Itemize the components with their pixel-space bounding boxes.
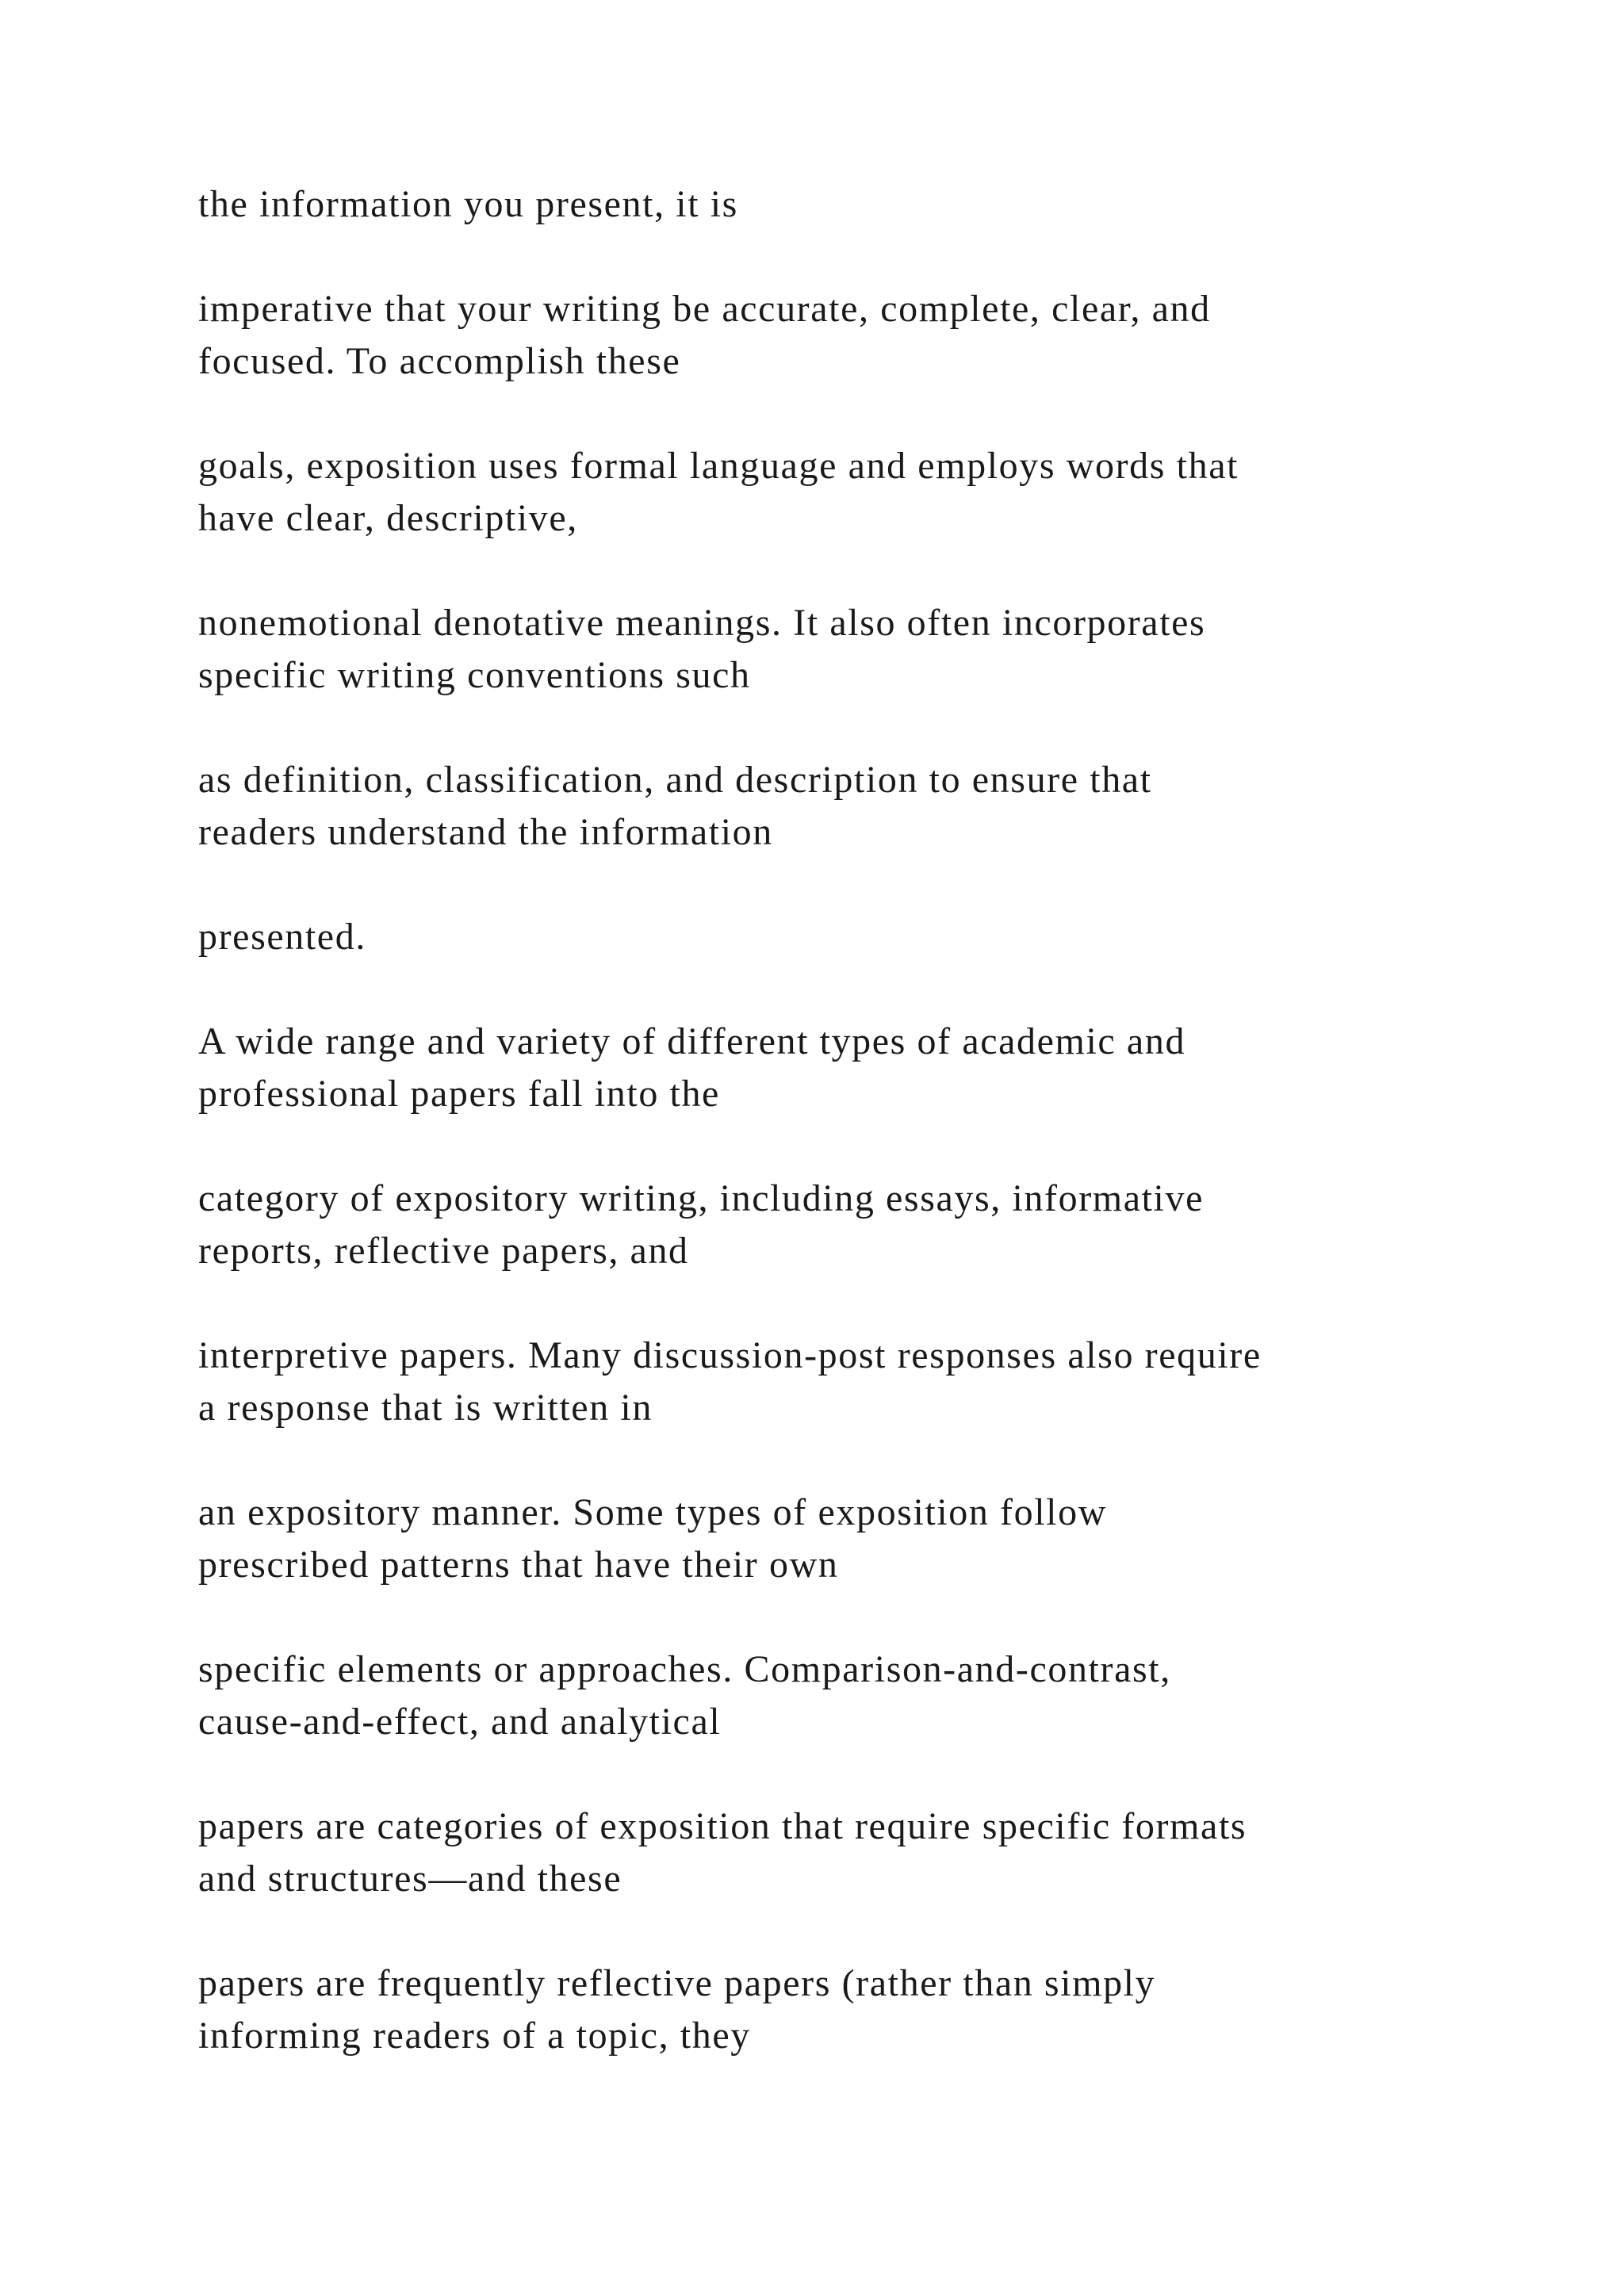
paragraph xyxy=(198,283,1546,388)
text-line: a response that is written in xyxy=(198,1387,653,1429)
text-line: professional papers fall into the xyxy=(198,1073,720,1115)
paragraph xyxy=(198,1487,1546,1591)
text-line: category of expository writing, including essays, informative xyxy=(198,1177,1204,1219)
text-line: A wide range and variety of different types of academic and xyxy=(198,1020,1186,1062)
paragraph xyxy=(198,1800,1546,1905)
paragraph xyxy=(198,1016,1546,1120)
paragraph xyxy=(198,440,1546,545)
text-line: cause-and-effect, and analytical xyxy=(198,1701,722,1743)
paragraph xyxy=(198,597,1546,702)
text-line: prescribed patterns that have their own xyxy=(198,1544,839,1586)
text-line: nonemotional denotative meanings. It also often incorporates xyxy=(198,602,1206,644)
text-line: focused. To accomplish these xyxy=(198,340,681,382)
paragraph xyxy=(198,1173,1546,1277)
text-line: and structures—and these xyxy=(198,1858,622,1900)
document-body xyxy=(198,178,1546,2114)
text-line: informing readers of a topic, they xyxy=(198,2015,751,2057)
text-line: papers are categories of exposition that require specific formats xyxy=(198,1805,1247,1847)
paragraph xyxy=(198,178,1546,231)
paragraph xyxy=(198,1644,1546,1748)
text-line: interpretive papers. Many discussion-post responses also require xyxy=(198,1334,1262,1376)
paragraph xyxy=(198,1330,1546,1434)
text-line: specific writing conventions such xyxy=(198,654,751,696)
paragraph xyxy=(198,911,1546,963)
text-line: presented. xyxy=(198,916,366,958)
paragraph xyxy=(198,754,1546,859)
text-line: papers are frequently reflective papers (rather than simply xyxy=(198,1962,1156,2004)
paragraph xyxy=(198,1957,1546,2062)
text-line: have clear, descriptive, xyxy=(198,497,578,539)
text-line: goals, exposition uses formal language and employs words that xyxy=(198,445,1239,487)
text-line: reports, reflective papers, and xyxy=(198,1230,689,1272)
text-line: the information you present, it is xyxy=(198,183,738,225)
text-line: an expository manner. Some types of exposition follow xyxy=(198,1491,1107,1533)
text-line: readers understand the information xyxy=(198,811,773,853)
text-line: specific elements or approaches. Comparison-and-contrast, xyxy=(198,1648,1171,1690)
text-line: as definition, classification, and description to ensure that xyxy=(198,759,1152,801)
text-line: imperative that your writing be accurate, complete, clear, and xyxy=(198,288,1211,330)
